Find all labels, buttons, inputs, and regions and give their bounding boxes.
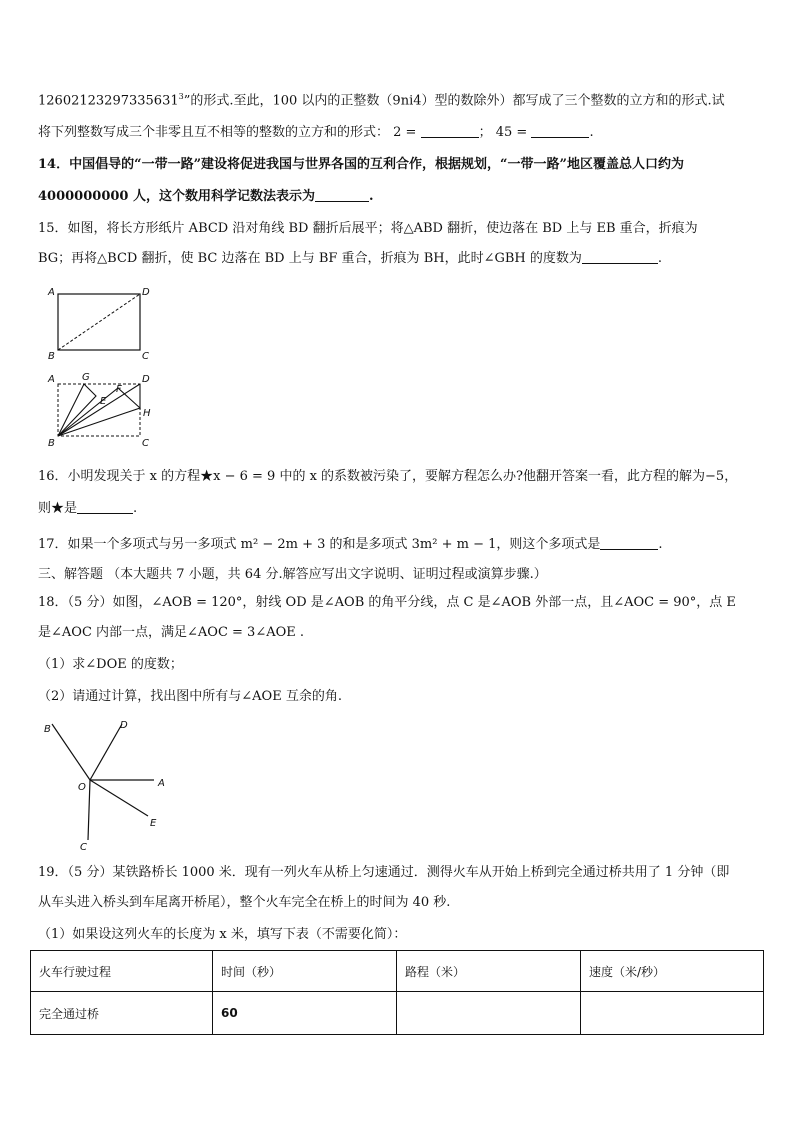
label-c: C <box>142 438 149 449</box>
q19-line1: 19．（5 分）某铁路桥长 1000 米．现有一列火车从桥上匀速通过．测得火车从开始上桥到完全通过桥共用了 1 分钟（即 <box>38 865 730 880</box>
diagonal-bd <box>58 294 140 350</box>
header-time: 时间（秒） <box>213 951 397 992</box>
q18-sub2: （2）请通过计算，找出图中所有与∠AOE 互余的角. <box>38 689 342 704</box>
label-f: F <box>116 384 122 395</box>
ray-oe <box>90 780 148 816</box>
q13-eq-2: 2 = <box>393 125 417 140</box>
label-a: A <box>48 374 55 385</box>
ray-od <box>90 724 122 780</box>
ray-oc <box>88 780 90 840</box>
q18-line2: 是∠AOC 内部一点，满足∠AOC = 3∠AOE . <box>38 625 305 640</box>
header-speed: 速度（米/秒） <box>581 951 764 992</box>
section-3-title: 三、解答题 （本大题共 7 小题，共 64 分.解答应写出文字说明、证明过程或演算步骤.） <box>38 567 547 582</box>
q16-line1: 16．小明发现关于 x 的方程★x − 6 = 9 中的 x 的系数被污染了，要解方程怎么办?他翻开答案一看，此方程的解为−5， <box>38 469 738 484</box>
cell-time: 60 <box>213 992 397 1035</box>
q18-figure-rays <box>38 716 178 860</box>
q13-eq-45: 45 = <box>495 125 528 140</box>
label-c: C <box>142 351 149 362</box>
q14-period: . <box>368 189 374 204</box>
label-d: D <box>142 374 150 385</box>
table-header-row <box>31 951 764 992</box>
q15-period: . <box>657 251 663 266</box>
q15-figure-rectangle <box>44 282 164 366</box>
q17-blank[interactable] <box>600 536 658 550</box>
q13-line2 <box>38 124 594 142</box>
q14-prompt: 4000000000 人，这个数用科学记数法表示为 <box>38 189 315 204</box>
label-e: E <box>100 396 107 407</box>
q17-prompt: 17．如果一个多项式与另一多项式 m² − 2m + 3 的和是多项式 3m² + m − 1，则这个多项式是 <box>38 537 601 552</box>
q19-sub1: （1）如果设这列火车的长度为 x 米，填写下表（不需要化简）： <box>38 927 407 942</box>
ray-ob <box>52 724 90 780</box>
q13-period: . <box>589 125 594 140</box>
q15-figure-folded <box>44 368 164 454</box>
label-h: H <box>143 408 151 419</box>
label-c: C <box>80 842 87 853</box>
label-b: B <box>48 351 55 362</box>
label-b: B <box>48 438 55 449</box>
q16-prompt: 则★是 <box>38 501 78 516</box>
header-distance: 路程（米） <box>397 951 581 992</box>
q15-prompt: BG；再将△BCD 翻折，使 BC 边落在 BD 上与 BF 重合，折痕为 BH，此时∠GBH 的度数为 <box>38 251 582 266</box>
q14-line2 <box>38 188 374 206</box>
q17-line1 <box>38 536 663 554</box>
label-o: O <box>78 782 86 793</box>
label-a: A <box>158 778 165 789</box>
cell-process: 完全通过桥 <box>31 992 213 1035</box>
label-d: D <box>142 287 150 298</box>
label-b: B <box>44 724 51 735</box>
q13-line1 <box>38 88 725 110</box>
line-bd <box>58 384 140 436</box>
table-row <box>31 992 764 1035</box>
q13-blank-45[interactable] <box>531 124 589 138</box>
q16-blank[interactable] <box>77 500 133 514</box>
cell-distance[interactable] <box>397 992 581 1035</box>
q13-prompt: 将下列整数写成三个非零且互不相等的整数的立方和的形式： <box>38 125 390 140</box>
q15-line2 <box>38 250 662 268</box>
label-d: D <box>120 720 128 731</box>
cell-speed[interactable] <box>581 992 764 1035</box>
q13-separator: ； <box>478 125 492 140</box>
label-e: E <box>150 818 157 829</box>
q13-number: 12602123297335631 <box>38 93 179 109</box>
q19-table <box>30 950 764 1035</box>
q17-period: . <box>658 537 663 552</box>
header-process: 火车行驶过程 <box>31 951 213 992</box>
q15-blank[interactable] <box>582 250 658 264</box>
q18-sub1: （1）求∠DOE 的度数； <box>38 657 183 672</box>
q19-line2: 从车头进入桥头到车尾离开桥尾），整个火车完全在桥上的时间为 40 秒. <box>38 895 451 910</box>
q18-line1: 18．（5 分）如图，∠AOB = 120°，射线 OD 是∠AOB 的角平分线，点 C 是∠AOB 外部一点，且∠AOC = 90°，点 E <box>38 595 736 610</box>
q16-period: . <box>133 501 138 516</box>
q16-line2 <box>38 500 137 518</box>
q13-exponent: 3 <box>178 92 184 101</box>
rectangle-abcd <box>58 294 140 350</box>
label-g: G <box>82 372 90 383</box>
q13-blank-2[interactable] <box>421 124 479 138</box>
label-a: A <box>48 287 55 298</box>
q14-line1: 14．中国倡导的“一带一路”建设将促进我国与世界各国的互利合作，根据规划，“一带一路”地区覆盖总人口约为 <box>38 157 685 172</box>
q14-blank[interactable] <box>315 188 369 202</box>
q13-text: ”的形式.至此，100 以内的正整数（9ni4）型的数除外）都写成了三个整数的立方和的形式.试 <box>183 93 725 109</box>
q15-line1: 15．如图，将长方形纸片 ABCD 沿对角线 BD 翻折后展平；将△ABD 翻折，使边落在 BD 上与 EB 重合，折痕为 <box>38 221 698 236</box>
